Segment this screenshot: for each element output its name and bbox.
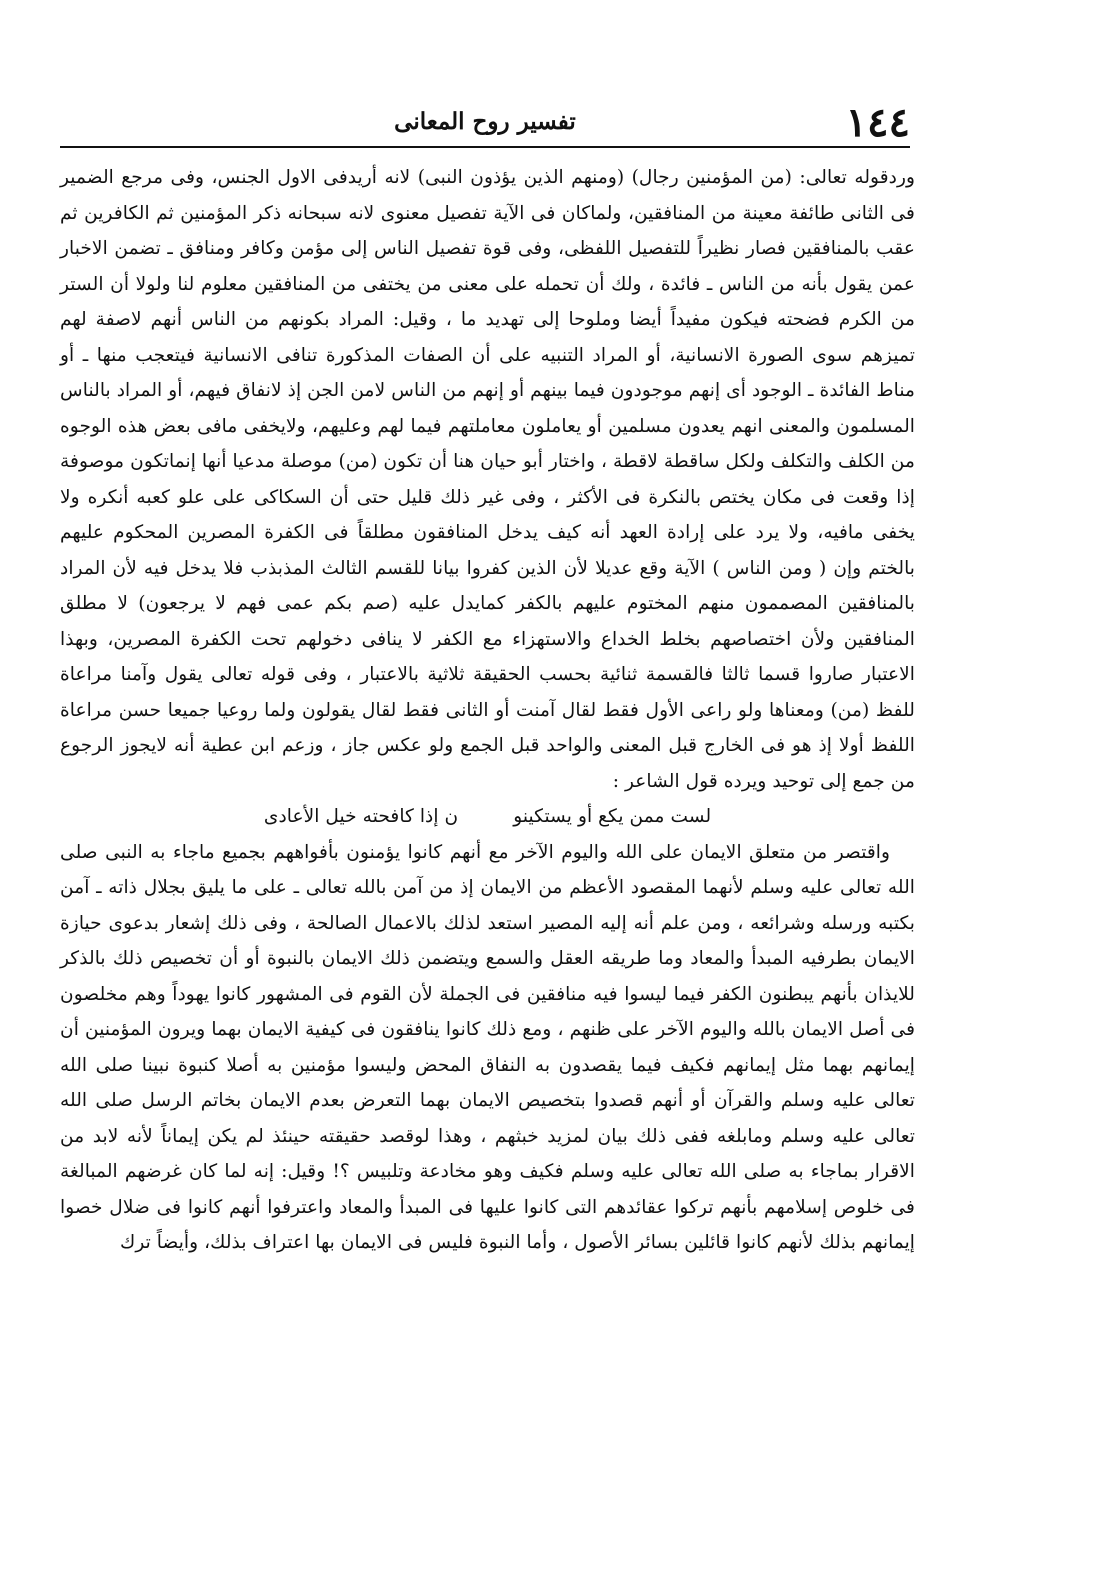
verse-hemistich-second: ن إذا كافحته خيل الأعادى — [263, 806, 459, 827]
poetry-verse — [60, 799, 915, 835]
paragraph: وردقوله تعالى: (من المؤمنين رجال) (ومنهم الذين يؤذون النبى) لانه أريدفى الاول الجنس، وفى مرجع الضمير فى الثانى طائفة معينة من المنافقين، ولماكان فى الآية تفصيل معنوى لانه سبحانه ذكر المؤمنين ثم الكافرين ثم عقب بالمنافقين فصار نظيراً للتفصيل اللفظى، وفى قوة تفصيل الناس إلى مؤمن وكافر ومنافق ـ تضمن الاخبار عمن يقول بأنه من الناس ـ فائدة ، ولك أن تحمله على معنى من يختفى من المنافقين معلوم لنا ولولا أن الستر من الكرم فضحته فيكون مفيداً أيضا وملوحا إلى تهديد ما ، وقيل: المراد بكونهم من الناس أنهم لاصفة لهم تميزهم سوى الصورة الانسانية، أو المراد التنبيه على أن الصفات المذكورة تنافى الانسانية فيتعجب منها ـ أو مناط الفائدة ـ الوجود أى إنهم موجودون فيما بينهم أو إنهم من الناس لامن الجن إذ لانفاق فيهم، أو المراد بالناس المسلمون والمعنى انهم يعدون مسلمين أو يعاملون معاملتهم فيما لهم وعليهم، ولايخفى مافى بعض هذه الوجوه من الكلف والتكلف ولكل ساقطة لاقطة ، واختار أبو حيان هنا أن تكون (من) موصلة مدعيا أنها إنماتكون موصوفة إذا وقعت فى مكان يختص بالنكرة فى الأكثر ، وفى غير ذلك قليل حتى أن السكاكى على علو كعبه أنكره ولا يخفى مافيه، ولا يرد على إرادة العهد أنه كيف يدخل المنافقون مطلقاً فى الكفرة المصرين المحكوم عليهم بالختم وإن ( ومن الناس ) الآية وقع عديلا لأن الذين كفروا بيانا للقسم الثالث المذبذب فلا يدخل فيه لأن المراد بالمنافقين المصممون منهم المختوم عليهم بالكفر كمايدل عليه (صم بكم عمى فهم لا يرجعون) لا مطلق المنافقين ولأن اختصاصهم بخلط الخداع والاستهزاء مع الكفر لا ينافى دخولهم تحت الكفرة المصرين، وبهذا الاعتبار صاروا قسما ثالثا فالقسمة ثنائية بحسب الحقيقة ثلاثية بالاعتبار ، وفى قوله تعالى يقول وآمنا مراعاة للفظ (من) ومعناها ولو راعى الأول فقط لقال آمنت أو الثانى فقط لقال يقولون ولما روعيا جميعا حسن مراعاة اللفظ أولا إذ هو فى الخارج قبل المعنى والواحد قبل الجمع ولو عكس جاز ، وزعم ابن عطية أنه لايجوز الرجوع من جمع إلى توحيد ويرده قول الشاعر : — [60, 167, 915, 792]
header-rule — [60, 146, 910, 148]
running-title: تفسير روح المعانى — [394, 108, 576, 135]
verse-hemistich-first: لست ممن يكع أو يستكينو — [513, 806, 712, 827]
page-header — [60, 98, 910, 148]
body-text — [60, 160, 915, 1261]
paragraph: واقتصر من متعلق الايمان على الله واليوم الآخر مع أنهم كانوا يؤمنون بأفواههم بجميع ماجاء به النبى صلى الله تعالى عليه وسلم لأنهما المقصود الأعظم من الايمان إذ من آمن بالله تعالى ـ على ما يليق بجلال ذاته ـ آمن بكتبه ورسله وشرائعه ، ومن علم أنه إليه المصير استعد لذلك بالاعمال الصالحة ، وفى ذلك إشعار بدعوى حيازة الايمان بطرفيه المبدأ والمعاد وما طريقه العقل والسمع ويتضمن ذلك الايمان بالنبوة أو أن تخصيص ذلك بالذكر للايذان بأنهم يبطنون الكفر فيما ليسوا فيه منافقين فى الجملة لأن القوم فى المشهور كانوا يهوداً وهم مخلصون فى أصل الايمان بالله واليوم الآخر على ظنهم ، ومع ذلك كانوا ينافقون فى كيفية الايمان بهما ويرون المؤمنين أن إيمانهم بهما مثل إيمانهم فكيف فيما يقصدون به النفاق المحض وليسوا مؤمنين به أصلا كنبوة نبينا صلى الله تعالى عليه وسلم والقرآن أو أنهم قصدوا بتخصيص الايمان بهما التعرض بعدم الايمان بخاتم الرسل صلى الله تعالى عليه وسلم ومابلغه ففى ذلك بيان لمزيد خبثهم ، وهذا لوقصد حقيقته حينئذ لم يكن إيماناً لأنه لابد من الاقرار بماجاء به صلى الله تعالى عليه وسلم فكيف وهو مخادعة وتلبيس ؟! وقيل: إنه لما كان غرضهم المبالغة فى خلوص إسلامهم بأنهم تركوا عقائدهم التى كانوا عليها فى المبدأ والمعاد واعترفوا أنهم كانوا فى ضلال خصوا إيمانهم بذلك لأنهم كانوا قائلين بسائر الأصول ، وأما النبوة فليس فى الايمان بها اعتراف بذلك، وأيضاً ترك — [60, 841, 915, 1253]
page-number: ١٤٤ — [845, 99, 910, 146]
